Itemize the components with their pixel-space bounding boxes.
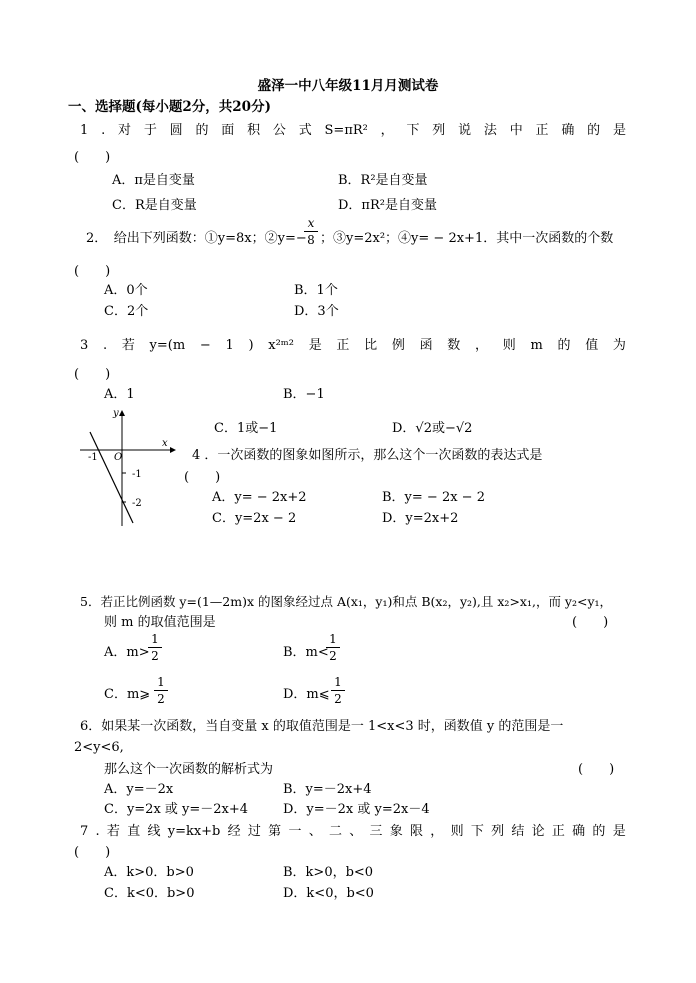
- q1-option-a: A．π是自变量: [112, 173, 195, 188]
- q4-option-c: C．y=2x − 2: [212, 511, 297, 526]
- fraction-denominator: 2: [329, 649, 337, 663]
- q3-option-b: B．−1: [283, 387, 325, 402]
- q2-option-c: C．2个: [104, 304, 149, 319]
- stem-char: 式: [298, 123, 312, 138]
- stem-char: 、: [349, 824, 363, 839]
- stem-char: 圆: [169, 123, 183, 138]
- q3-option-d: D．√2或−√2: [392, 421, 473, 436]
- stem-char: 确: [572, 824, 586, 839]
- q5-option-c-label: C．m⩾: [104, 687, 151, 702]
- stem-char: 1: [80, 123, 89, 138]
- function-line: [90, 432, 133, 523]
- question-4-stem: 4 ．一次函数的图象如图所示，那么这个一次函数的表达式是: [192, 448, 543, 463]
- q4-option-b: B．y= − 2x − 2: [382, 490, 485, 505]
- stem-char: 公: [272, 123, 286, 138]
- stem-char: 于: [143, 123, 157, 138]
- y-tick-label-neg2: -2: [132, 498, 142, 509]
- question-2-stem-left: 2． 给出下列函数：①y=8x；②y=−: [86, 231, 307, 246]
- question-3-stem: [80, 339, 626, 352]
- stem-char: 则: [450, 824, 464, 839]
- question-7-stem: [80, 825, 626, 838]
- stem-char: 是: [308, 338, 322, 353]
- stem-char: 是: [612, 123, 626, 138]
- x-axis-arrow: [170, 447, 176, 453]
- stem-char: S=πR²: [324, 123, 368, 138]
- question-2-stem-right: ；③y=2x²；④y= − 2x+1．其中一次函数的个数: [320, 231, 614, 246]
- question-2-paren: ( ): [74, 264, 111, 279]
- stem-char: 为: [612, 338, 626, 353]
- stem-char: 若: [106, 824, 120, 839]
- stem-char: −: [199, 338, 211, 353]
- stem-char: 面: [221, 123, 235, 138]
- stem-char: ，: [430, 824, 444, 839]
- stem-char: 值: [585, 338, 599, 353]
- stem-char: 正: [535, 123, 549, 138]
- fraction-numerator: 1: [151, 632, 159, 646]
- q5-option-a-label: A．m>: [104, 645, 150, 660]
- stem-char: 数: [447, 338, 461, 353]
- question-2-fraction: [304, 217, 318, 246]
- page-title: 盛泽一中八年级11月月测试卷: [257, 78, 439, 94]
- q6-option-d: D．y=－2x 或 y=2x－4: [283, 802, 430, 817]
- stem-char: 中: [509, 123, 523, 138]
- stem-char: ，: [475, 338, 489, 353]
- question-6-stem: 6．如果某一次函数，当自变量 x 的取值范围是一 1<x<3 时，函数值 y 的范围是一: [80, 719, 564, 734]
- stem-char: 正: [551, 824, 565, 839]
- fraction-denominator: 8: [307, 233, 315, 247]
- stem-char: y=(m: [149, 338, 186, 353]
- question-6-paren: ( ): [578, 762, 615, 777]
- fraction-numerator: x: [307, 216, 315, 230]
- stem-char: 说: [458, 123, 472, 138]
- stem-char: 列: [432, 123, 446, 138]
- q5-option-a-fraction: [148, 633, 162, 662]
- stem-char: 经: [227, 824, 241, 839]
- stem-char: 列: [491, 824, 505, 839]
- q4-option-a: A．y= − 2x+2: [212, 490, 307, 505]
- stem-char: m: [530, 338, 543, 353]
- x-axis-label: x: [162, 438, 168, 449]
- stem-char: 7: [80, 824, 89, 839]
- stem-char: 下: [470, 824, 484, 839]
- question-1-stem: [80, 124, 626, 137]
- q6-option-b: B．y=－2x+4: [283, 782, 372, 797]
- y-axis-arrow: [119, 410, 125, 416]
- fraction-numerator: 1: [334, 675, 342, 689]
- stem-char: 的: [195, 123, 209, 138]
- fraction-denominator: 2: [151, 649, 159, 663]
- y-axis-label: y: [113, 408, 119, 419]
- fraction-denominator: 2: [334, 692, 342, 706]
- section-heading: 一、选择题(每小题2分，共20分): [68, 99, 271, 115]
- q4-option-d: D．y=2x+2: [382, 511, 459, 526]
- question-5-stem-cont: 则 m 的取值范围是: [104, 615, 216, 630]
- stem-char: .: [102, 338, 108, 353]
- stem-char: 限: [410, 824, 424, 839]
- stem-char: 若: [121, 338, 135, 353]
- q2-option-a: A．0个: [104, 283, 148, 298]
- question-7-paren: ( ): [74, 845, 111, 860]
- question-5-paren: ( ): [572, 615, 609, 630]
- q5-option-d-fraction: [331, 676, 345, 705]
- stem-char: 比: [364, 338, 378, 353]
- q1-option-c: C．R是自变量: [112, 198, 197, 213]
- stem-char: 下: [406, 123, 420, 138]
- q7-option-a: A．k>0．b>0: [104, 865, 194, 880]
- stem-char: .: [95, 824, 100, 839]
- stem-char: 直: [127, 824, 141, 839]
- q1-option-b: B．R²是自变量: [338, 173, 428, 188]
- q7-option-c: C．k<0．b>0: [104, 886, 195, 901]
- question-5-stem: 5．若正比例函数 y=(1—2m)x 的图象经过点 A(x₁，y₁)和点 B(x₂，y₂),且 x₂>x₁,，而 y₂<y₁，: [80, 594, 613, 609]
- stem-char: 象: [389, 824, 403, 839]
- stem-char: ): [248, 338, 254, 353]
- stem-char: x²ᵐ²: [268, 338, 294, 353]
- question-6-stem-line2: 那么这个一次函数的解析式为: [104, 762, 274, 777]
- stem-char: 过: [247, 824, 261, 839]
- stem-char: 、: [308, 824, 322, 839]
- stem-char: 线: [147, 824, 161, 839]
- stem-char: 三: [369, 824, 383, 839]
- stem-char: 正: [336, 338, 350, 353]
- stem-char: .: [101, 123, 106, 138]
- origin-label: O: [114, 452, 123, 463]
- q5-option-b-label: B．m<: [283, 645, 329, 660]
- stem-char: 1: [225, 338, 234, 353]
- q1-option-d: D．πR²是自变量: [338, 198, 437, 213]
- q3-option-a: A．1: [104, 387, 135, 402]
- stem-char: 积: [247, 123, 261, 138]
- fraction-numerator: 1: [329, 632, 337, 646]
- stem-char: 一: [288, 824, 302, 839]
- stem-char: 对: [118, 123, 132, 138]
- question-4-paren: ( ): [184, 470, 221, 485]
- stem-char: 的: [587, 123, 601, 138]
- stem-char: 例: [391, 338, 405, 353]
- q5-option-b-fraction: [326, 633, 340, 662]
- q2-option-d: D．3个: [294, 304, 339, 319]
- q3-option-c: C．1或−1: [214, 421, 278, 436]
- stem-char: 函: [419, 338, 433, 353]
- question-3-paren: ( ): [74, 367, 111, 382]
- stem-char: ，: [380, 123, 394, 138]
- q5-option-d-label: D．m⩽: [283, 687, 330, 702]
- stem-char: 的: [592, 824, 606, 839]
- stem-char: 结: [511, 824, 525, 839]
- stem-char: 的: [557, 338, 571, 353]
- q7-option-b: B．k>0，b<0: [283, 865, 374, 880]
- stem-char: 3: [80, 338, 89, 353]
- stem-char: 第: [268, 824, 282, 839]
- q5-option-c-fraction: [154, 676, 168, 705]
- x-tick-label-neg1: -1: [88, 452, 98, 463]
- q6-option-a: A．y=－2x: [104, 782, 174, 797]
- y-tick-label-neg1: -1: [132, 469, 142, 480]
- question-6-stem-cont: 2<y<6,: [74, 740, 124, 755]
- question-1-paren: ( ): [74, 150, 111, 165]
- stem-char: 法: [483, 123, 497, 138]
- stem-char: y=kx+b: [167, 824, 221, 839]
- stem-char: 二: [328, 824, 342, 839]
- stem-char: 则: [502, 338, 516, 353]
- q7-option-d: D．k<0，b<0: [283, 886, 374, 901]
- fraction-denominator: 2: [157, 692, 165, 706]
- q2-option-b: B．1个: [294, 283, 338, 298]
- stem-char: 确: [561, 123, 575, 138]
- q6-option-c: C．y=2x 或 y=－2x+4: [104, 802, 249, 817]
- question-4-graph: [78, 408, 178, 528]
- fraction-numerator: 1: [157, 675, 165, 689]
- stem-char: 论: [531, 824, 545, 839]
- stem-char: 是: [612, 824, 626, 839]
